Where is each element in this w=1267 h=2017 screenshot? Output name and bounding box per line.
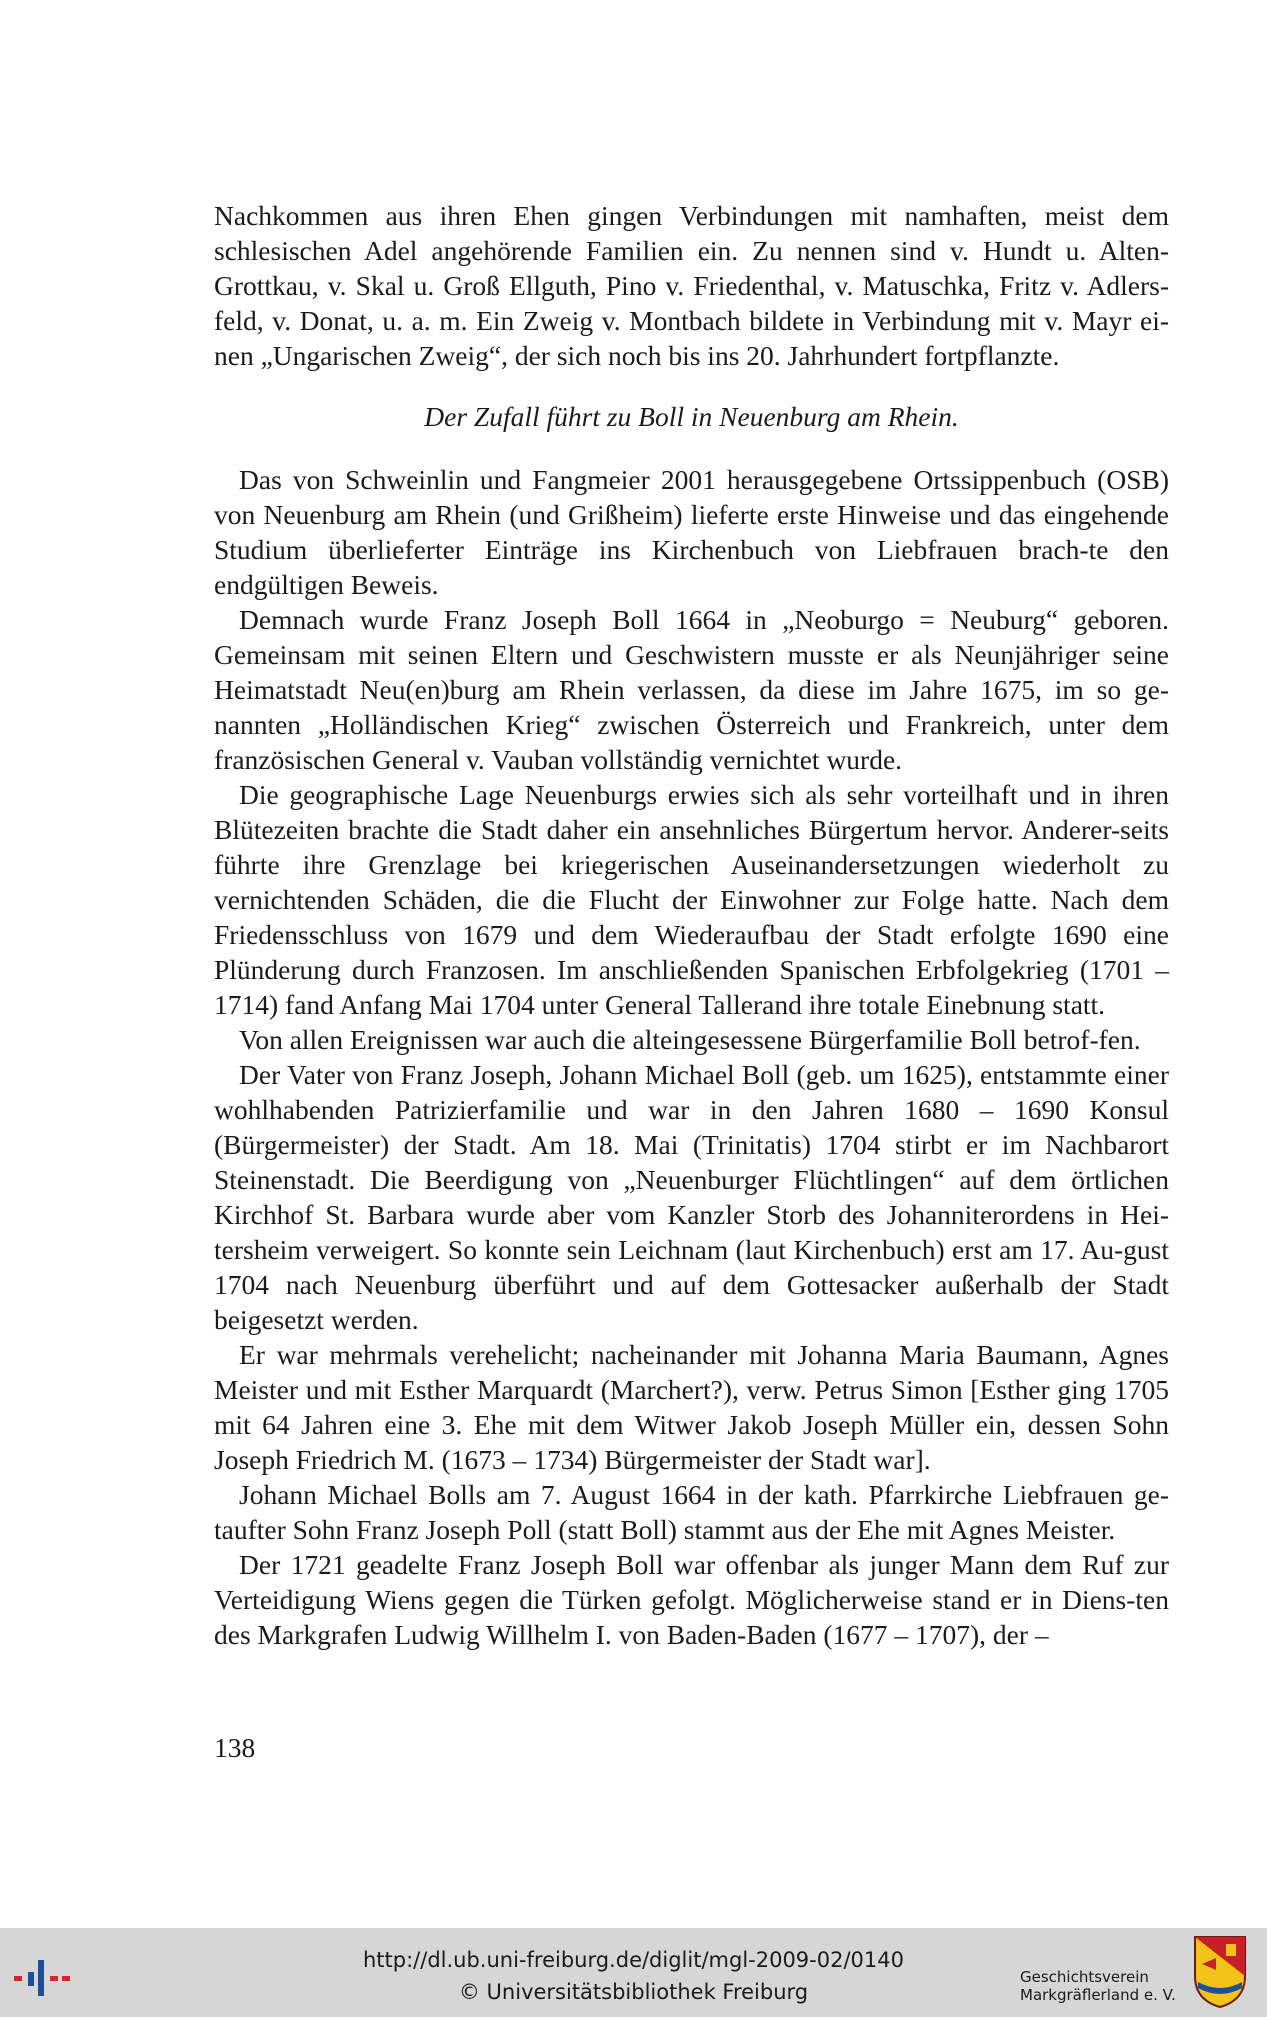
society-name-line2: Markgräflerland e. V. [1020, 1986, 1176, 2004]
paragraph-intro: Nachkommen aus ihren Ehen gingen Verbindungen mit namhaften, meist dem schlesischen Adel angehörende Familien ein. Zu nennen sind v. Hundt u. Alten-Grottkau, v. Skal u. Groß Ellguth, Pino v. Friedenthal, v. Matuschka, Fritz v. Adlers-feld, v. Donat, u. a. m. Ein Zweig v. Montbach bildete in Verbindung mit v. Mayr ei-nen „Ungarischen Zweig“, der sich noch bis ins 20. Jahrhundert fortpflanzte. [214, 200, 1169, 371]
footer-url-link[interactable]: http://dl.ub.uni-freiburg.de/diglit/mgl-2009-02/0140 [362, 1948, 904, 1972]
paragraph: Von allen Ereignissen war auch die alteingesessene Bürgerfamilie Boll betrof-fen. [239, 1024, 1141, 1055]
paragraph: Er war mehrmals verehelicht; nacheinander mit Johanna Maria Baumann, Agnes Meister und mit Esther Marquardt (Marchert?), verw. Petrus Simon [Esther ging 1705 mit 64 Jahren eine 3. Ehe mit dem Witwer Jakob Joseph Müller ein, dessen Sohn Joseph Friedrich M. (1673 – 1734) Bürgermeister der Stadt war]. [214, 1339, 1169, 1475]
page-text [214, 198, 1169, 1652]
coat-of-arms-icon [1192, 1934, 1248, 2010]
society-name-line1: Geschichtsverein [1020, 1968, 1149, 1986]
paragraph: Der 1721 geadelte Franz Joseph Boll war offenbar als junger Mann dem Ruf zur Verteidigung Wiens gegen die Türken gefolgt. Möglicherweise stand er in Diens-ten des Markgrafen Ludwig Willhelm I. von Baden-Baden (1677 – 1707), der – [214, 1549, 1169, 1650]
paragraph: Das von Schweinlin und Fangmeier 2001 herausgegebene Ortssippenbuch (OSB) von Neuenburg am Rhein (und Grißheim) lieferte erste Hinweise und das eingehende Studium überlieferter Einträge ins Kirchenbuch von Liebfrauen brach-te den endgültigen Beweis. [214, 464, 1169, 600]
page-number: 138 [214, 1732, 256, 1763]
paragraph: Der Vater von Franz Joseph, Johann Michael Boll (geb. um 1625), entstammte einer wohlhabenden Patrizierfamilie und war in den Jahren 1680 – 1690 Konsul (Bürgermeister) der Stadt. Am 18. Mai (Trinitatis) 1704 stirbt er im Nachbarort Steinenstadt. Die Beerdigung von „Neuenburger Flüchtlingen“ auf dem örtlichen Kirchhof St. Barbara wurde aber vom Kanzler Storb des Johanniterordens in Hei-tersheim verweigert. So konnte sein Leichnam (laut Kirchenbuch) erst am 17. Au-gust 1704 nach Neuenburg überführt und auf dem Gottesacker außerhalb der Stadt beigesetzt werden. [214, 1059, 1169, 1335]
paragraph: Die geographische Lage Neuenburgs erwies sich als sehr vorteilhaft und in ihren Blütezeiten brachte die Stadt daher ein ansehnliches Bürgertum hervor. Anderer-seits führte ihre Grenzlage bei kriegerischen Auseinandersetzungen wiederholt zu vernichtenden Schäden, die die Flucht der Einwohner zur Folge hatte. Nach dem Friedensschluss von 1679 und dem Wiederaufbau der Stadt erfolgte 1690 eine Plünderung durch Franzosen. Im anschließenden Spanischen Erbfolgekrieg (1701 – 1714) fand Anfang Mai 1704 unter General Tallerand ihre totale Einebnung statt. [214, 779, 1169, 1020]
section-heading: Der Zufall führt zu Boll in Neuenburg am Rhein. [424, 401, 959, 432]
society-name [1020, 1968, 1176, 2004]
footer-copyright: © Universitätsbibliothek Freiburg [458, 1980, 809, 2004]
footer-bar [0, 1928, 1267, 2017]
paragraph: Johann Michael Bolls am 7. August 1664 in der kath. Pfarrkirche Liebfrauen ge-taufter Sohn Franz Joseph Poll (statt Boll) stammt aus der Ehe mit Agnes Meister. [214, 1479, 1169, 1545]
paragraph: Demnach wurde Franz Joseph Boll 1664 in „Neoburgo = Neuburg“ geboren. Gemeinsam mit seinen Eltern und Geschwistern musste er als Neunjähriger seine Heimatstadt Neu(en)burg am Rhein verlassen, da diese im Jahre 1675, im so ge-nannten „Holländischen Krieg“ zwischen Österreich und Frankreich, unter dem französischen General v. Vauban vollständig vernichtet wurde. [214, 604, 1169, 775]
